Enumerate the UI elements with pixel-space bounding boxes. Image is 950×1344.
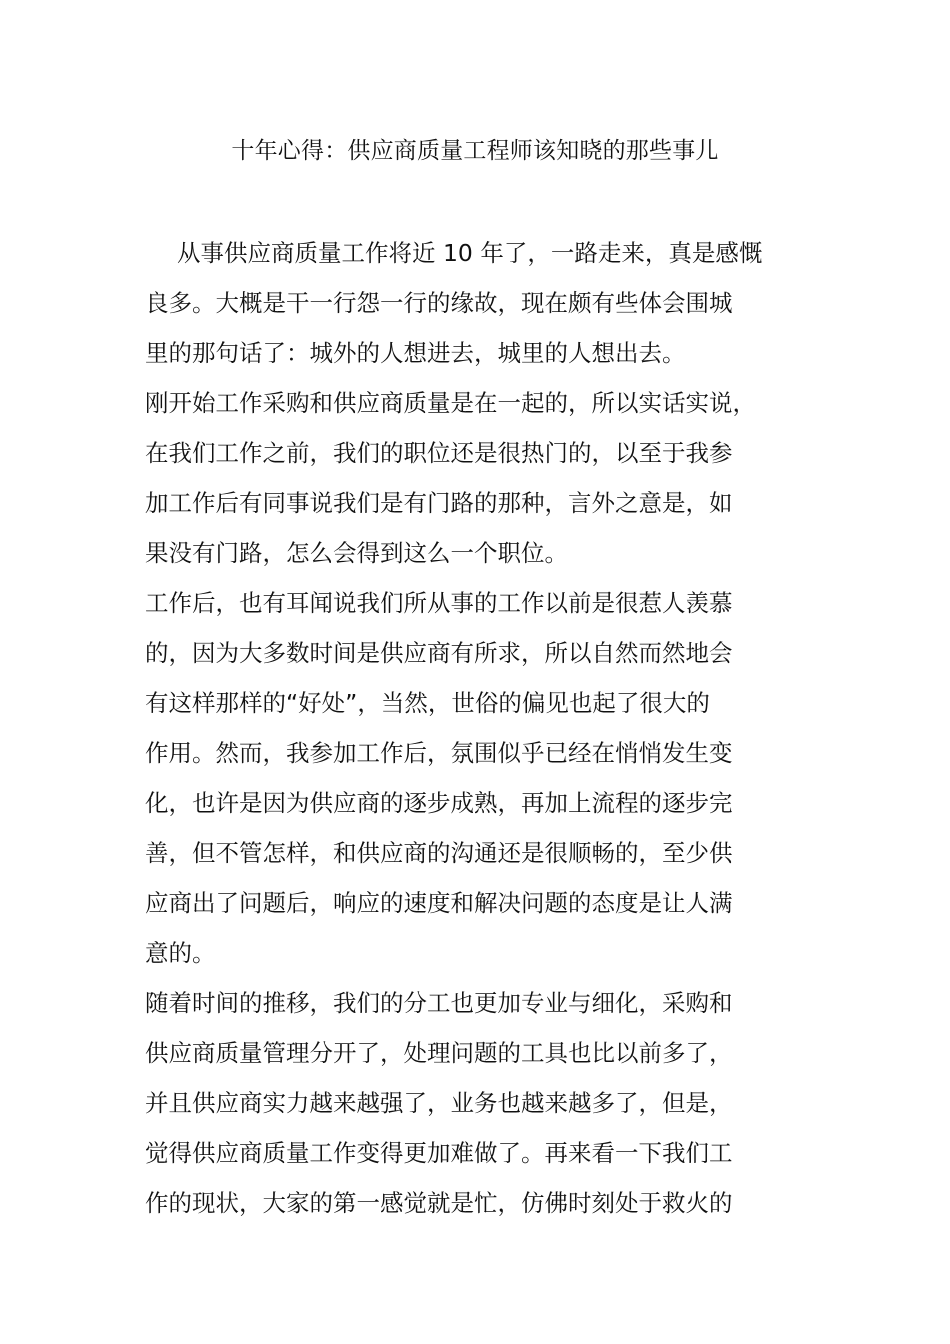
- paragraph-line: 化，也许是因为供应商的逐步成熟，再加上流程的逐步完: [145, 789, 733, 817]
- paragraph-line: 刚开始工作采购和供应商质量是在一起的，所以实话实说，: [145, 389, 756, 417]
- paragraph-line: 有这样那样的“好处”，当然，世俗的偏见也起了很大的: [145, 689, 710, 717]
- paragraph-line: 善，但不管怎样，和供应商的沟通还是很顺畅的，至少供: [145, 839, 733, 867]
- paragraph-line: 加工作后有同事说我们是有门路的那种，言外之意是，如: [145, 489, 733, 517]
- paragraph-line: 意的。: [145, 939, 216, 967]
- paragraph-line: 随着时间的推移，我们的分工也更加专业与细化，采购和: [145, 989, 733, 1017]
- paragraph-line: 工作后，也有耳闻说我们所从事的工作以前是很惹人羡慕: [145, 589, 733, 617]
- paragraph-line: 应商出了问题后，响应的速度和解决问题的态度是让人满: [145, 889, 733, 917]
- paragraph-line: 的，因为大多数时间是供应商有所求，所以自然而然地会: [145, 639, 733, 667]
- document-title: 十年心得：供应商质量工程师该知晓的那些事儿: [231, 138, 719, 164]
- paragraph-line: 里的那句话了：城外的人想进去，城里的人想出去。: [145, 339, 686, 367]
- paragraph-line: 良多。大概是干一行怨一行的缘故，现在颇有些体会围城: [145, 289, 733, 317]
- paragraph-line: 作用。然而，我参加工作后，氛围似乎已经在悄悄发生变: [145, 739, 733, 767]
- paragraph-line: 作的现状，大家的第一感觉就是忙，仿佛时刻处于救火的: [145, 1189, 733, 1217]
- paragraph-line: 从事供应商质量工作将近 10 年了，一路走来，真是感慨: [177, 239, 763, 267]
- paragraph-line: 果没有门路，怎么会得到这么一个职位。: [145, 539, 568, 567]
- document-body: [145, 228, 815, 1228]
- paragraph-line: 觉得供应商质量工作变得更加难做了。再来看一下我们工: [145, 1139, 733, 1167]
- paragraph-line: 在我们工作之前，我们的职位还是很热门的，以至于我参: [145, 439, 733, 467]
- paragraph-line: 并且供应商实力越来越强了，业务也越来越多了，但是，: [145, 1089, 733, 1117]
- paragraph-line: 供应商质量管理分开了，处理问题的工具也比以前多了，: [145, 1039, 733, 1067]
